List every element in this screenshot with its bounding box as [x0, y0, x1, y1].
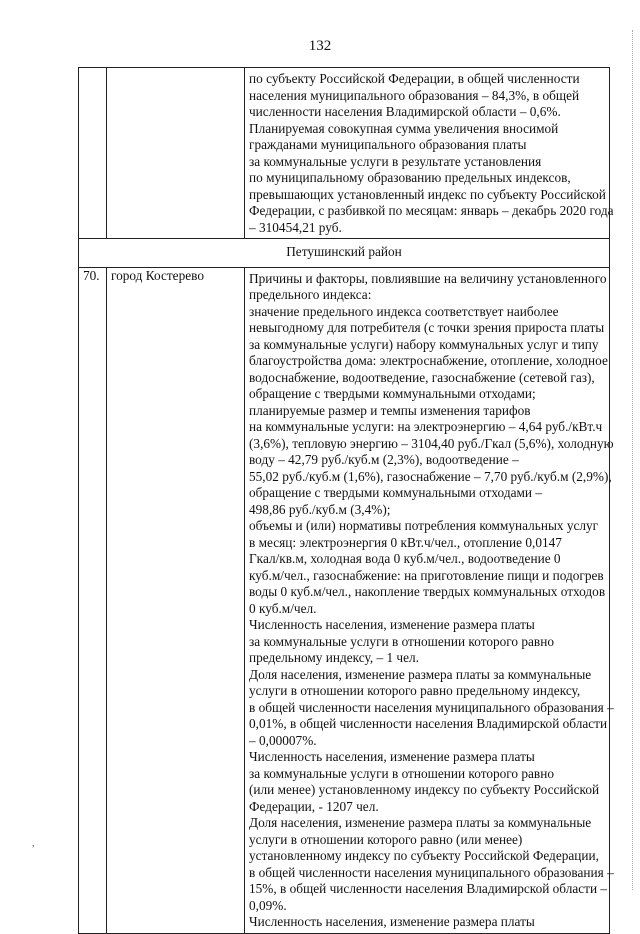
section-row: [79, 239, 610, 268]
text-line: Федерации, с разбивкой по месяцам: январь – декабрь 2020 года: [249, 203, 614, 218]
text-line: населения муниципального образования – 84,3%, в общей: [249, 87, 580, 103]
text-line: обращение с твердыми коммунальными отходами –: [249, 485, 542, 500]
text-line: – 0,00007%.: [249, 732, 317, 748]
text-line: за коммунальные услуги в отношении которого равно: [249, 765, 554, 781]
text-line: обращение с твердыми коммунальными отходами;: [249, 386, 536, 401]
text-line: воду – 42,79 руб./куб.м (2,3%), водоотведение –: [249, 452, 519, 467]
text-line: за коммунальные услуги в результате установления: [249, 153, 542, 169]
text-line: по субъекту Российской Федерации, в общей численности: [249, 71, 580, 86]
text-line: по муниципальному образованию предельных индексов,: [249, 170, 571, 185]
text-line: воды 0 куб.м/чел., накопление твердых коммунальных отходов: [249, 584, 606, 599]
text-line: 498,86 руб./куб.м (3,4%);: [249, 501, 391, 517]
cell-municipality-empty: [107, 68, 245, 239]
description-text: [249, 268, 614, 933]
text-line: невыгодному для потребителя (с точки зрения прироста платы: [249, 320, 605, 335]
page-number: 132: [308, 38, 332, 54]
text-line: гражданами муниципального образования платы: [249, 137, 527, 152]
text-line: Численность населения, изменение размера платы: [249, 749, 535, 764]
text-line: 0,09%.: [249, 897, 287, 913]
cell-description-continuation: [245, 68, 614, 239]
text-line: объемы и (или) нормативы потребления коммунальных услуг: [249, 518, 599, 533]
text-line: благоустройства дома: электроснабжение, отопление, холодное: [249, 353, 608, 368]
text-line: Численность населения, изменение размера платы: [249, 914, 535, 929]
text-line: услуги в отношении которого равно (или менее): [249, 831, 523, 847]
text-line: в общей численности населения муниципального образования –: [249, 864, 614, 880]
text-line: 0 куб.м/чел.: [249, 600, 317, 616]
text-line: за коммунальные услуги) набору коммунальных услуг и типу: [249, 336, 599, 352]
text-line: Доля населения, изменение размера платы за коммунальные: [249, 666, 592, 682]
cell-description: [245, 267, 614, 933]
entry-number: 70.: [79, 267, 107, 933]
text-line: превышающих установленный индекс по субъекту Российской: [249, 186, 606, 202]
section-title: Петушинский район: [79, 239, 610, 268]
cell-number-empty: [79, 68, 107, 239]
text-line: за коммунальные услуги в отношении которого равно: [249, 633, 554, 649]
text-line: (или менее) установленному индексу по субъекту Российской: [249, 782, 600, 797]
document-table: [78, 67, 614, 934]
text-line: 0,01%, в общей численности населения Владимирской области: [249, 716, 608, 731]
description-text: [249, 68, 614, 238]
text-line: 15%, в общей численности населения Владимирской области –: [249, 881, 608, 896]
text-line: предельному индексу, – 1 чел.: [249, 650, 419, 665]
text-line: Планируемая совокупная сумма увеличения вносимой: [249, 120, 559, 136]
margin-line: [632, 30, 634, 890]
text-line: Доля населения, изменение размера платы за коммунальные: [249, 815, 592, 830]
text-line: Гкал/кв.м, холодная вода 0 куб.м/чел., водоотведение 0: [249, 551, 561, 566]
table-row-continuation: [79, 68, 610, 239]
table-row-entry: [79, 267, 610, 933]
text-line: в месяц: электроэнергия 0 кВт.ч/чел., отопление 0,0147: [249, 534, 562, 550]
text-line: услуги в отношении которого равно предельному индексу,: [249, 683, 581, 698]
text-line: значение предельного индекса соответствует наиболее: [249, 303, 559, 319]
text-line: водоснабжение, водоотведение, газоснабжение (сетевой газ),: [249, 369, 595, 385]
text-line: предельного индекса:: [249, 287, 372, 302]
text-line: в общей численности населения муниципального образования –: [249, 699, 614, 715]
text-line: куб.м/чел., газоснабжение: на приготовление пищи и подогрев: [249, 567, 604, 583]
text-line: – 310454,21 руб.: [249, 219, 342, 235]
text-line: планируемые размер и темпы изменения тарифов: [249, 402, 531, 418]
text-line: на коммунальные услуги: на электроэнергию – 4,64 руб./кВт.ч: [249, 419, 603, 434]
entry-municipality: город Костерево: [107, 267, 245, 933]
text-line: 55,02 руб./куб.м (1,6%), газоснабжение – 7,70 руб./куб.м (2,9%),: [249, 468, 612, 484]
text-line: Причины и факторы, повлиявшие на величину установленного: [249, 270, 607, 286]
text-line: Федерации, - 1207 чел.: [249, 798, 379, 814]
text-line: установленному индексу по субъекту Российской Федерации,: [249, 848, 599, 863]
stray-mark: ,: [32, 838, 35, 849]
text-line: численности населения Владимирской области – 0,6%.: [249, 104, 561, 119]
text-line: Численность населения, изменение размера платы: [249, 617, 535, 632]
text-line: (3,6%), тепловую энергию – 3104,40 руб./Гкал (5,6%), холодную: [249, 435, 614, 451]
